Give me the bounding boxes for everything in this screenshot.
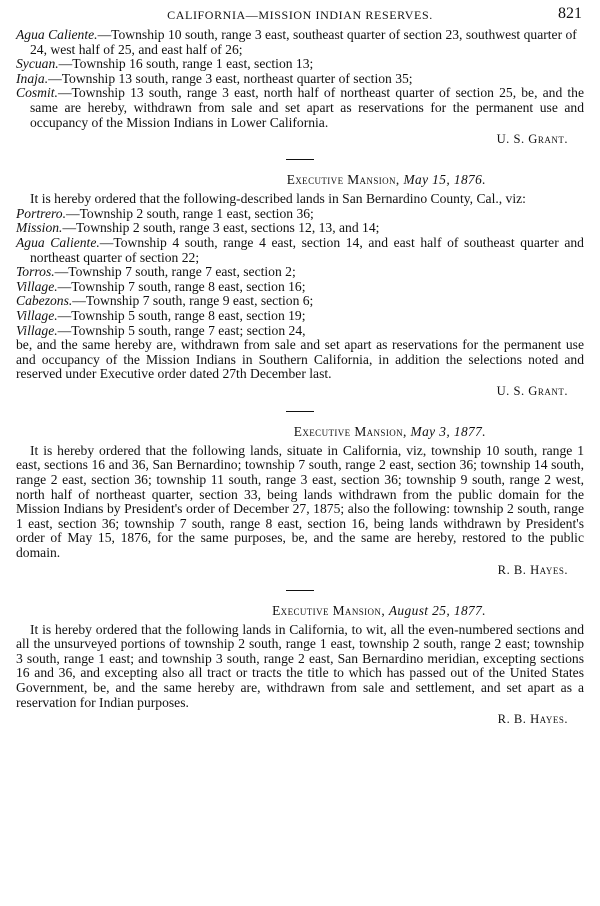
reserve-item: Village.—Township 5 south, range 7 east; section 24, bbox=[16, 322, 306, 338]
page-number: 821 bbox=[558, 5, 582, 22]
running-title: CALIFORNIA—MISSION INDIAN RESERVES. bbox=[167, 8, 433, 22]
reserve-item: Inaja.—Township 13 south, range 3 east, northeast quarter of section 35; bbox=[16, 70, 413, 86]
order-body: It is hereby ordered that the following lands in California, to wit, all the even-numbered sections and all the unsurveyed portions of township 2 south, range 1 east, township 2 south, range 2 east; township 3 south, range 1 east; and township 3 south, range 2 east, San Bernardino meridian, excepting sections 16 and 36, and excepting also all tract or tracts the title to which has passed out of the United States Government, be, and the same hereby are, withdrawn from sale and settlement, and set apart as a reservation for Indian purposes. bbox=[16, 621, 584, 710]
reserve-item: Sycuan.—Township 16 south, range 1 east, section 13; bbox=[16, 56, 314, 72]
order-body: It is hereby ordered that the following lands, situate in California, viz, township 10 south, range 1 east, sections 16 and 36, San Bernardino; township 7 south, range 2 east, section 36; township 14 south, range 2 east, section 36; township 11 south, range 3 east, section 36; township 9 south, range 2 west, north half of northeast quarter, section 33, being lands withdrawn from the public domain for the Mission Indians by President's order of December 27, 1875; also the following: township 2 south, range 1 east, section 36; township 7 south, range 8 east, section 16, being lands withdrawn by President's order of May 15, 1876, for the same purposes, be, and the same are hereby, restored to the public domain. bbox=[16, 442, 584, 561]
signature: U. S. Grant. bbox=[496, 383, 568, 398]
reserve-item: Cosmit.—Township 13 south, range 3 east, north half of northeast quarter of section 25, be, and the same are hereby, withdrawn from sale and set apart as reservations for the permanent use and occupancy of the Mission Indians in Lower California. bbox=[16, 85, 584, 130]
reserve-item: Torros.—Township 7 south, range 7 east, section 2; bbox=[16, 264, 296, 280]
document-page bbox=[16, 6, 584, 727]
order-section-4 bbox=[16, 603, 584, 728]
order-section-2 bbox=[16, 172, 584, 399]
order-heading: Executive Mansion, August 25, 1877. bbox=[272, 602, 486, 618]
signature: R. B. Hayes. bbox=[497, 562, 568, 577]
reserve-item: Agua Caliente.—Township 4 south, range 4 east, section 14, and east half of southeast quarter and northeast quarter of section 22; bbox=[16, 234, 584, 265]
signature: R. B. Hayes. bbox=[497, 712, 568, 727]
reserve-item: Agua Caliente.—Township 10 south, range 3 east, southeast quarter of section 23, southwest quarter of 24, west half of 25, and east half of 26; bbox=[16, 27, 577, 57]
section-divider bbox=[286, 411, 314, 412]
reserve-item: Mission.—Township 2 south, range 3 east, sections 12, 13, and 14; bbox=[16, 220, 380, 236]
reserve-item: Cabezons.—Township 7 south, range 9 east, section 6; bbox=[16, 293, 314, 309]
order-heading: Executive Mansion, May 3, 1877. bbox=[293, 423, 486, 439]
reserve-item: Village.—Township 5 south, range 8 east, section 19; bbox=[16, 307, 306, 323]
order-heading: Executive Mansion, May 15, 1876. bbox=[286, 172, 486, 188]
running-header bbox=[16, 6, 584, 28]
order-section-1 bbox=[16, 28, 584, 147]
section-divider bbox=[286, 590, 314, 591]
order-intro: It is hereby ordered that the following-described lands in San Bernardino County, Cal., viz: bbox=[30, 191, 526, 207]
signature: U. S. Grant. bbox=[496, 132, 568, 147]
reserve-item: Village.—Township 7 south, range 8 east, section 16; bbox=[16, 278, 306, 294]
section-divider bbox=[286, 159, 314, 160]
order-closing: be, and the same hereby are, withdrawn from sale and set apart as reservations for the permanent use and occupancy of the Mission Indians in Southern California, in addition the selections noted and reserved under Executive order dated 27th December last. bbox=[16, 337, 584, 382]
order-section-3 bbox=[16, 424, 584, 578]
reserve-item: Portrero.—Township 2 south, range 1 east, section 36; bbox=[16, 205, 314, 221]
